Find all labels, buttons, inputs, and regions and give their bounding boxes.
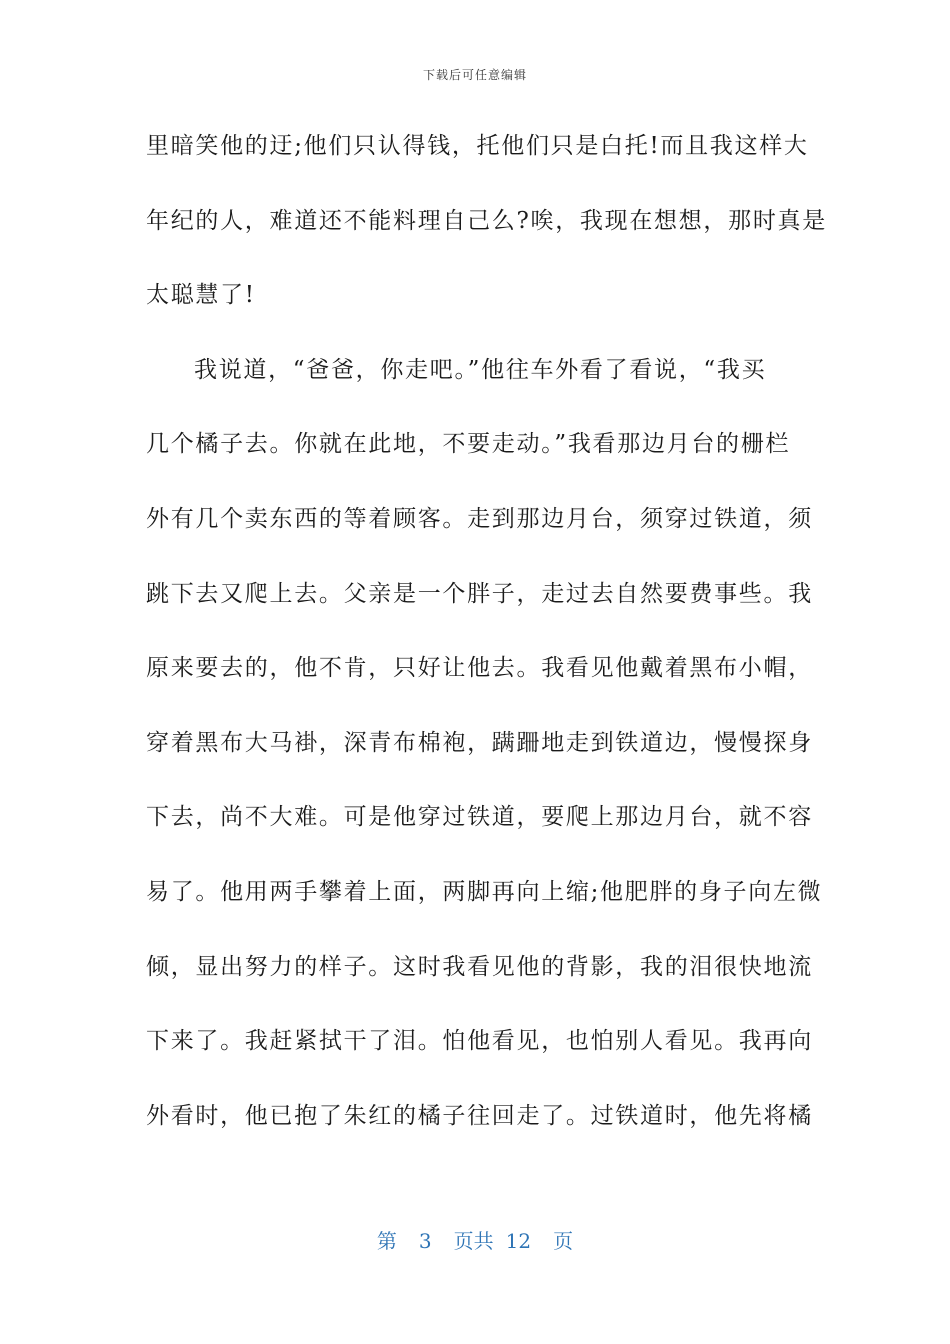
total-pages-number: 12 — [505, 1229, 532, 1253]
paragraph-first-line: 我说道，“爸爸，你走吧。”他往车外看了看说，“我买 — [194, 356, 767, 383]
text-line: 下去，尚不大难。可是他穿过铁道，要爬上那边月台，就不容 — [146, 804, 813, 831]
text-line: 里暗笑他的迂;他们只认得钱，托他们只是白托!而且我这样大 — [146, 133, 809, 159]
text-line: 外看时，他已抱了朱红的橘子往回走了。过铁道时，他先将橘 — [146, 1102, 813, 1129]
text-line: 穿着黑布大马褂，深青布棉袍，蹒跚地走到铁道边，慢慢探身 — [146, 729, 813, 756]
footer-middle: 页共 — [453, 1229, 494, 1253]
text-line: 外有几个卖东西的等着顾客。走到那边月台，须穿过铁道，须 — [146, 505, 813, 532]
text-line: 易了。他用两手攀着上面，两脚再向上缩;他肥胖的身子向左微 — [146, 878, 823, 905]
footer-suffix: 页 — [553, 1229, 574, 1253]
current-page-number: 3 — [418, 1229, 432, 1253]
text-line: 倾，显出努力的样子。这时我看见他的背影，我的泪很快地流 — [146, 953, 813, 980]
text-line: 几个橘子去。你就在此地，不要走动。”我看那边月台的栅栏 — [146, 431, 791, 458]
text-line: 跳下去又爬上去。父亲是一个胖子，走过去自然要费事些。我 — [146, 580, 813, 607]
text-line: 年纪的人，难道还不能料理自己么?唉，我现在想想，那时真是 — [146, 207, 827, 234]
page-footer — [0, 1225, 950, 1254]
header-note: 下载后可任意编辑 — [422, 68, 527, 82]
text-line: 下来了。我赶紧拭干了泪。怕他看见，也怕别人看见。我再向 — [146, 1028, 813, 1055]
document-body — [146, 118, 827, 1162]
text-line: 原来要去的，他不肯，只好让他去。我看见他戴着黑布小帽， — [146, 655, 813, 682]
footer-prefix: 第 — [376, 1229, 397, 1253]
text-line: 太聪慧了! — [146, 282, 256, 309]
